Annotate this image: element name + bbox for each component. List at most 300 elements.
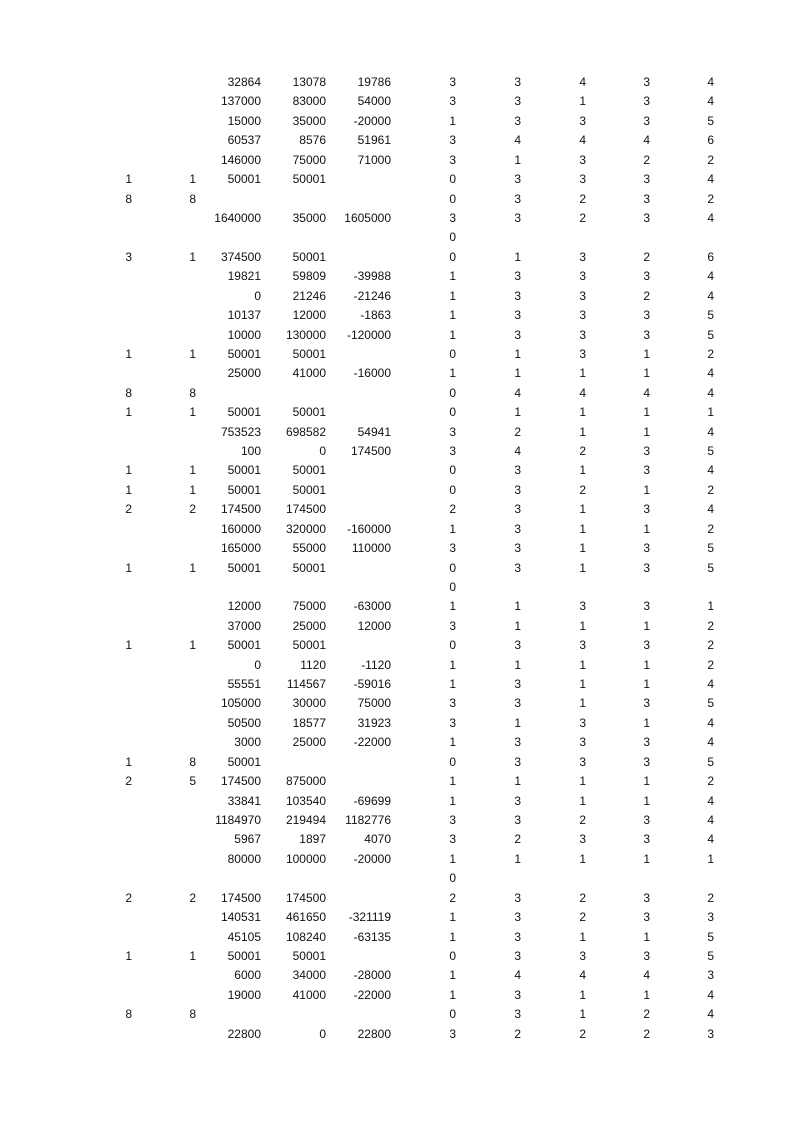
table-cell: 1 — [125, 463, 132, 478]
table-cell: 4 — [707, 75, 714, 89]
table-cell: -22000 — [353, 735, 391, 750]
table-cell: 12000 — [357, 618, 391, 633]
table-cell: 2 — [514, 1026, 521, 1041]
table-cell: 0 — [449, 405, 456, 420]
table-cell: 3 — [514, 735, 521, 750]
table-cell: 1 — [643, 793, 650, 808]
table-cell: 10137 — [227, 308, 261, 322]
table-cell: 1 — [449, 113, 456, 128]
table-cell: 3 — [514, 793, 521, 808]
table-cell: 1 — [125, 638, 132, 653]
table-cell: 1 — [579, 1007, 586, 1022]
table-cell: 3 — [643, 754, 650, 769]
table-cell: 1605000 — [344, 210, 391, 225]
table-cell: -321119 — [348, 910, 391, 925]
table-cell: 3 — [514, 948, 521, 963]
table-cell: 1 — [449, 677, 456, 691]
table-cell: 1 — [449, 269, 456, 284]
table-cell: 2 — [579, 890, 586, 905]
table-cell: 0 — [449, 579, 456, 594]
table-cell: 21246 — [292, 288, 326, 303]
table-row — [0, 73, 800, 92]
table-cell: 5 — [707, 113, 714, 128]
table-cell: 3 — [707, 968, 714, 983]
table-cell: -120000 — [346, 327, 391, 342]
table-cell: 50001 — [292, 249, 326, 264]
table-row — [0, 170, 800, 189]
table-cell: 1 — [643, 987, 650, 1002]
table-cell: 4 — [707, 735, 714, 750]
table-cell: 2 — [125, 774, 132, 789]
table-cell: 50001 — [292, 482, 326, 497]
table-cell: 2 — [449, 890, 456, 905]
table-cell: 3 — [514, 929, 521, 944]
table-cell: 1 — [579, 463, 586, 478]
table-cell: 0 — [449, 482, 456, 497]
table-cell: -59016 — [353, 677, 391, 691]
table-cell: 3 — [514, 677, 521, 691]
table-cell: -22000 — [353, 987, 391, 1002]
table-cell: 2 — [643, 288, 650, 303]
table-cell: 2 — [643, 1007, 650, 1022]
table-cell: 41000 — [292, 987, 326, 1002]
table-row — [0, 228, 800, 247]
table-cell: 55000 — [292, 541, 326, 556]
table-cell: 50001 — [292, 463, 326, 478]
table-cell: 1 — [125, 172, 132, 187]
table-cell: 6 — [707, 133, 714, 148]
table-row — [0, 481, 800, 500]
table-row — [0, 811, 800, 830]
table-cell: 1 — [449, 657, 456, 672]
table-cell: 34000 — [292, 968, 326, 983]
table-cell: 3 — [643, 832, 650, 847]
table-cell: 2 — [514, 832, 521, 847]
table-cell: 1897 — [299, 832, 326, 847]
table-cell: 1 — [579, 657, 586, 672]
table-cell: 1 — [579, 929, 586, 944]
table-cell: 8576 — [299, 133, 326, 148]
table-cell: 45105 — [227, 929, 261, 944]
table-cell: 174500 — [350, 444, 391, 458]
table-cell: 1 — [514, 366, 521, 381]
table-cell: 3 — [643, 113, 650, 128]
table-cell: 50001 — [292, 638, 326, 653]
table-cell: 3 — [579, 113, 586, 128]
table-cell: 1 — [514, 249, 521, 264]
table-cell: 2 — [579, 210, 586, 225]
table-cell: 55551 — [227, 677, 261, 691]
table-cell: 3 — [449, 210, 456, 225]
table-cell: 50001 — [227, 638, 261, 653]
table-cell: 75000 — [292, 599, 326, 614]
table-cell: 3 — [643, 948, 650, 963]
table-cell: 3 — [579, 948, 586, 963]
table-cell: 0 — [449, 191, 456, 206]
table-row — [0, 151, 800, 170]
table-cell: 1 — [514, 774, 521, 789]
table-cell: 0 — [254, 288, 261, 303]
table-cell: 4 — [707, 94, 714, 109]
table-cell: 174500 — [220, 502, 261, 517]
table-cell: 3 — [125, 249, 132, 264]
table-cell: 0 — [319, 1026, 326, 1041]
table-cell: -1863 — [360, 308, 391, 322]
table-cell: 8 — [189, 1007, 196, 1022]
table-row — [0, 326, 800, 345]
table-cell: 5 — [707, 696, 714, 711]
table-row — [0, 364, 800, 383]
table-row — [0, 1005, 800, 1024]
table-row — [0, 403, 800, 422]
table-cell: 3 — [643, 890, 650, 905]
table-cell: 4 — [707, 793, 714, 808]
table-cell: 103540 — [285, 793, 326, 808]
table-cell: 2 — [514, 424, 521, 439]
table-cell: 3 — [643, 735, 650, 750]
table-cell: 3 — [449, 444, 456, 458]
table-row — [0, 850, 800, 869]
table-cell: 50001 — [292, 948, 326, 963]
table-cell: 1 — [449, 288, 456, 303]
table-cell: 50500 — [227, 715, 261, 730]
table-cell: 3 — [514, 75, 521, 89]
table-cell: 35000 — [292, 210, 326, 225]
table-cell: 1 — [449, 366, 456, 381]
table-cell: -69699 — [353, 793, 391, 808]
table-cell: 3 — [514, 987, 521, 1002]
table-cell: 0 — [449, 871, 456, 886]
table-row — [0, 131, 800, 150]
table-cell: -20000 — [353, 851, 391, 866]
table-cell: 4 — [707, 424, 714, 439]
table-cell: 2 — [579, 813, 586, 827]
table-cell: 3 — [643, 599, 650, 614]
table-cell: 35000 — [292, 113, 326, 128]
table-cell: 0 — [449, 463, 456, 478]
table-row — [0, 248, 800, 267]
table-cell: 8 — [125, 385, 132, 400]
table-row — [0, 908, 800, 927]
table-cell: 3 — [579, 327, 586, 342]
table-cell: 2 — [707, 152, 714, 167]
table-cell: 22800 — [357, 1026, 391, 1041]
table-cell: 4 — [643, 385, 650, 400]
table-row — [0, 733, 800, 752]
table-cell: 3 — [643, 172, 650, 187]
table-cell: 1 — [449, 793, 456, 808]
table-cell: 75000 — [357, 696, 391, 711]
table-cell: 0 — [319, 444, 326, 458]
table-cell: 2 — [643, 152, 650, 167]
table-cell: -16000 — [353, 366, 391, 381]
table-cell: 1 — [579, 851, 586, 866]
table-cell: 50001 — [227, 463, 261, 478]
table-cell: 3 — [449, 813, 456, 827]
table-cell: 698582 — [285, 424, 326, 439]
table-cell: 4 — [707, 463, 714, 478]
table-cell: 2 — [189, 890, 196, 905]
table-cell: 875000 — [285, 774, 326, 789]
table-cell: 2 — [707, 890, 714, 905]
table-cell: 1 — [449, 735, 456, 750]
table-cell: 4 — [707, 385, 714, 400]
table-cell: 3 — [449, 94, 456, 109]
table-cell: 1 — [707, 599, 714, 614]
table-cell: 4 — [579, 385, 586, 400]
table-cell: 3 — [514, 638, 521, 653]
table-cell: 1 — [449, 521, 456, 536]
table-row — [0, 947, 800, 966]
table-cell: -1120 — [361, 657, 391, 672]
table-cell: 3 — [643, 327, 650, 342]
table-cell: 1 — [579, 405, 586, 420]
table-row — [0, 928, 800, 947]
table-cell: 19821 — [227, 269, 261, 284]
table-cell: 1 — [514, 599, 521, 614]
table-cell: 2 — [579, 1026, 586, 1041]
table-cell: 1 — [579, 521, 586, 536]
table-cell: 50001 — [227, 482, 261, 497]
table-cell: 1 — [579, 94, 586, 109]
table-cell: 4 — [514, 444, 521, 458]
table-cell: 2 — [449, 502, 456, 517]
table-row — [0, 578, 800, 597]
table-cell: 1 — [449, 910, 456, 925]
table-cell: -20000 — [353, 113, 391, 128]
table-cell: 3 — [449, 75, 456, 89]
table-cell: 12000 — [292, 308, 326, 322]
table-cell: 160000 — [220, 521, 261, 536]
table-cell: 4 — [707, 288, 714, 303]
table-cell: 4 — [579, 75, 586, 89]
table-cell: 2 — [643, 249, 650, 264]
table-cell: 1 — [449, 774, 456, 789]
table-cell: 0 — [449, 1007, 456, 1022]
table-cell: 1 — [514, 851, 521, 866]
table-cell: 1 — [643, 482, 650, 497]
table-cell: 19786 — [357, 75, 391, 89]
table-cell: 6 — [707, 249, 714, 264]
table-cell: 5967 — [234, 832, 261, 847]
table-row — [0, 830, 800, 849]
table-cell: 1 — [449, 929, 456, 944]
table-cell: 5 — [707, 308, 714, 322]
table-row — [0, 500, 800, 519]
table-cell: 4 — [707, 366, 714, 381]
table-cell: 1 — [643, 851, 650, 866]
table-row — [0, 889, 800, 908]
table-cell: 30000 — [292, 696, 326, 711]
table-cell: 3 — [514, 172, 521, 187]
table-cell: 19000 — [227, 987, 261, 1002]
table-row — [0, 694, 800, 713]
table-cell: 4 — [514, 968, 521, 983]
table-cell: 3 — [514, 191, 521, 206]
table-cell: 2 — [707, 618, 714, 633]
table-cell: 50001 — [227, 948, 261, 963]
table-cell: 1 — [125, 346, 132, 361]
table-cell: 0 — [449, 638, 456, 653]
table-cell: 320000 — [285, 521, 326, 536]
table-cell: 2 — [707, 191, 714, 206]
table-cell: 1 — [643, 366, 650, 381]
table-cell: 3 — [643, 696, 650, 711]
table-cell: 753523 — [220, 424, 261, 439]
table-cell: 3 — [643, 308, 650, 322]
table-cell: 50001 — [292, 560, 326, 575]
table-cell: 3 — [514, 269, 521, 284]
table-cell: 3 — [707, 910, 714, 925]
table-cell: 3 — [643, 94, 650, 109]
table-cell: 1 — [643, 521, 650, 536]
table-cell: 3 — [449, 715, 456, 730]
table-cell: 54941 — [357, 424, 391, 439]
table-cell: 75000 — [292, 152, 326, 167]
table-cell: 54000 — [357, 94, 391, 109]
table-cell: 1 — [579, 366, 586, 381]
table-cell: 4 — [707, 987, 714, 1002]
table-cell: 4 — [707, 813, 714, 827]
table-cell: 4 — [579, 133, 586, 148]
table-cell: 22800 — [227, 1026, 261, 1041]
table-cell: 114567 — [286, 677, 326, 691]
table-cell: 3 — [643, 191, 650, 206]
table-cell: 374500 — [220, 249, 261, 264]
table-cell: 37000 — [227, 618, 261, 633]
table-cell: 3 — [514, 482, 521, 497]
table-cell: 174500 — [285, 502, 326, 517]
table-cell: 6000 — [234, 968, 261, 983]
table-cell: 1120 — [300, 657, 326, 672]
table-cell: 0 — [449, 230, 456, 245]
table-cell: 174500 — [285, 890, 326, 905]
table-cell: 110000 — [351, 541, 391, 556]
table-cell: 108240 — [285, 929, 326, 944]
table-cell: 1 — [643, 618, 650, 633]
table-cell: 3 — [643, 444, 650, 458]
table-cell: 3 — [514, 910, 521, 925]
table-cell: 1 — [707, 405, 714, 420]
table-cell: 3 — [449, 541, 456, 556]
table-cell: 3 — [579, 754, 586, 769]
table-cell: 1 — [125, 560, 132, 575]
table-cell: 1 — [643, 774, 650, 789]
table-cell: 1 — [514, 346, 521, 361]
table-cell: 1 — [579, 502, 586, 517]
table-row — [0, 675, 800, 694]
table-cell: 2 — [707, 657, 714, 672]
table-row — [0, 656, 800, 675]
table-cell: 174500 — [220, 774, 261, 789]
table-cell: 1 — [189, 405, 196, 420]
table-cell: 3 — [707, 1026, 714, 1041]
table-cell: 1 — [449, 327, 456, 342]
table-cell: 1 — [449, 968, 456, 983]
table-cell: 1 — [514, 715, 521, 730]
table-cell: 3 — [579, 735, 586, 750]
table-cell: 25000 — [292, 618, 326, 633]
table-row — [0, 869, 800, 888]
table-row — [0, 267, 800, 286]
table-row — [0, 112, 800, 131]
table-cell: 2 — [707, 774, 714, 789]
table-cell: 3 — [643, 463, 650, 478]
table-cell: 25000 — [292, 735, 326, 750]
table-cell: 4 — [707, 677, 714, 691]
table-cell: 3 — [514, 327, 521, 342]
table-cell: 51961 — [357, 133, 391, 148]
table-cell: 3 — [579, 308, 586, 322]
table-cell: 4 — [579, 968, 586, 983]
table-cell: 1640000 — [214, 210, 261, 225]
table-cell: 1 — [514, 618, 521, 633]
table-cell: 3 — [643, 75, 650, 89]
table-cell: 1 — [449, 599, 456, 614]
table-cell: 174500 — [220, 890, 261, 905]
table-cell: 3 — [514, 813, 521, 827]
table-cell: 1 — [189, 638, 196, 653]
table-cell: 50001 — [292, 172, 326, 187]
table-cell: 3 — [514, 1007, 521, 1022]
table-cell: 1 — [189, 346, 196, 361]
table-cell: 3 — [514, 210, 521, 225]
table-row — [0, 384, 800, 403]
table-cell: 4 — [707, 172, 714, 187]
table-row — [0, 423, 800, 442]
table-cell: 8 — [189, 754, 196, 769]
table-cell: 1 — [707, 851, 714, 866]
table-cell: 1 — [514, 152, 521, 167]
table-cell: 3 — [579, 172, 586, 187]
table-row — [0, 986, 800, 1005]
table-cell: 25000 — [227, 366, 261, 381]
table-cell: 1 — [514, 405, 521, 420]
table-cell: 1182776 — [345, 813, 391, 827]
table-cell: 10000 — [227, 327, 261, 342]
table-cell: 71000 — [357, 152, 391, 167]
table-row — [0, 442, 800, 461]
table-cell: 1 — [449, 308, 456, 322]
table-cell: 4 — [707, 502, 714, 517]
table-cell: 1184970 — [215, 813, 261, 827]
table-cell: 4 — [707, 832, 714, 847]
table-cell: 1 — [643, 424, 650, 439]
table-cell: 3 — [579, 832, 586, 847]
table-cell: 1 — [514, 657, 521, 672]
table-cell: 3 — [514, 521, 521, 536]
table-cell: 1 — [643, 929, 650, 944]
table-cell: -63000 — [353, 599, 391, 614]
table-row — [0, 792, 800, 811]
table-cell: 2 — [125, 502, 132, 517]
table-cell: 3 — [579, 599, 586, 614]
table-cell: 33841 — [227, 793, 261, 808]
table-cell: 0 — [449, 754, 456, 769]
table-cell: 3 — [514, 288, 521, 303]
table-cell: 3 — [579, 269, 586, 284]
table-cell: 1 — [189, 249, 196, 264]
table-row — [0, 461, 800, 480]
table-cell: 8 — [189, 191, 196, 206]
table-cell: 50001 — [227, 754, 261, 769]
table-cell: -63135 — [353, 929, 391, 944]
table-cell: 4070 — [364, 832, 391, 847]
table-cell: 3 — [514, 754, 521, 769]
table-cell: 3 — [449, 1026, 456, 1041]
table-row — [0, 209, 800, 228]
table-cell: 60537 — [227, 133, 261, 148]
